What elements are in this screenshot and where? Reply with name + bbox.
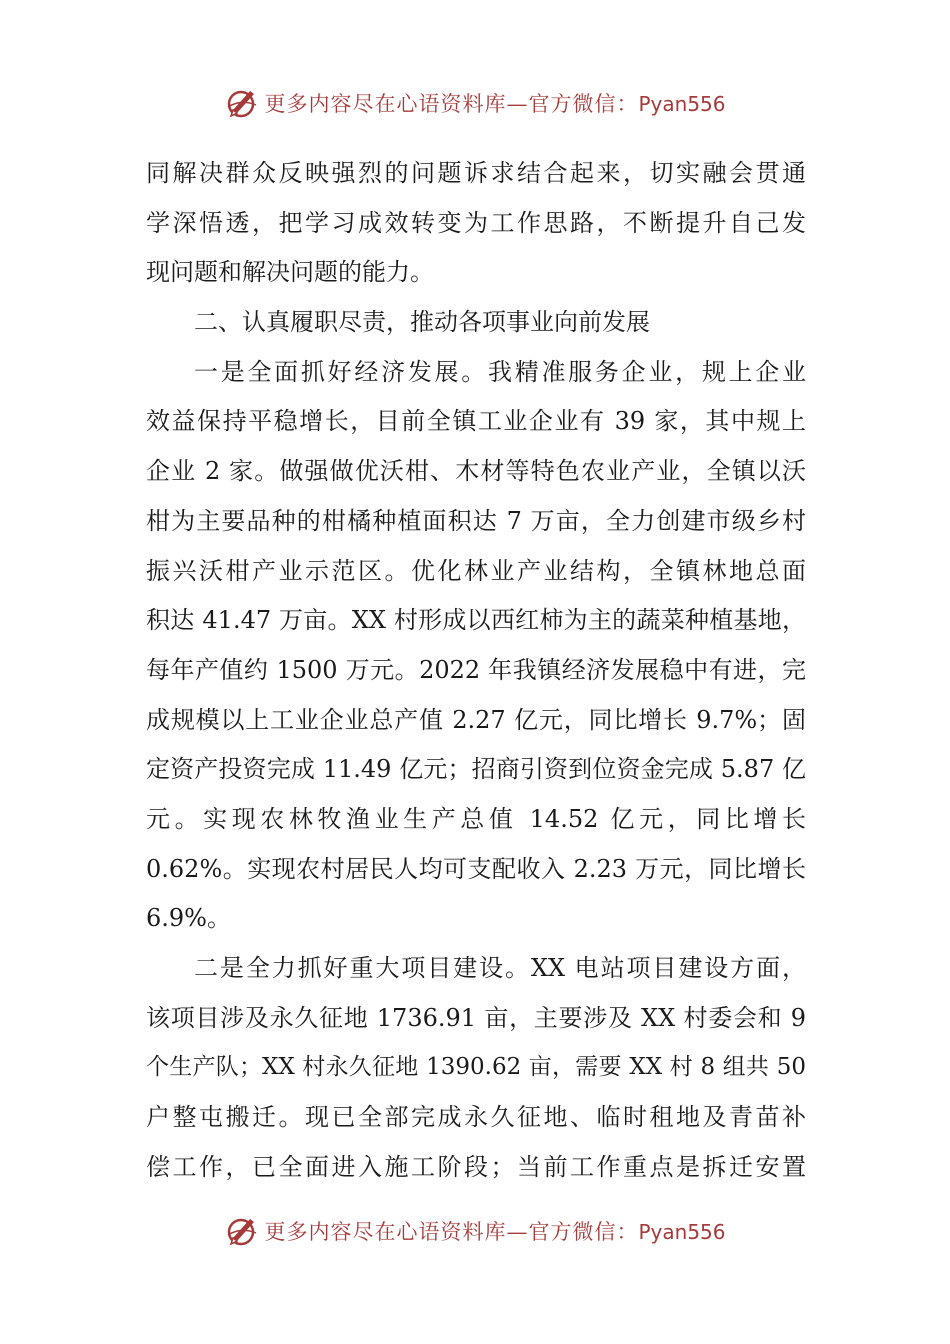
text-line: 个生产队；XX 村永久征地 1390.62 亩，需要 XX 村 8 组共 50 <box>146 1054 806 1081</box>
text-line: 元。实现农林牧渔业生产总值 14.52 亿元，同比增长 <box>146 804 806 833</box>
text-line: 二是全力抓好重大项目建设。XX 电站项目建设方面， <box>194 954 806 982</box>
text-line: 成规模以上工业企业总产值 2.27 亿元，同比增长 9.7%；固 <box>146 705 806 734</box>
watermark-footer <box>0 1211 950 1251</box>
text-line: 企业 2 家。做强做优沃柑、木材等特色农业产业，全镇以沃 <box>146 457 806 486</box>
text-line: 同解决群众反映强烈的问题诉求结合起来，切实融会贯通 <box>146 159 806 187</box>
text-line: 每年产值约 1500 万元。2022 年我镇经济发展稳中有进，完 <box>146 655 806 684</box>
document-body <box>146 149 806 1192</box>
text-line: 6.9%。 <box>146 904 231 933</box>
text-line: 振兴沃柑产业示范区。优化林业产业结构，全镇林地总面 <box>146 556 806 585</box>
text-line: 0.62%。实现农村居民人均可支配收入 2.23 万元，同比增长 <box>146 854 806 883</box>
pen-circle-logo-icon <box>224 1213 260 1249</box>
text-line: 一是全面抓好经济发展。我精准服务企业，规上企业 <box>194 357 806 386</box>
text-line: 积达 41.47 万亩。XX 村形成以西红柿为主的蔬菜种植基地， <box>146 606 806 635</box>
text-line: 二、认真履职尽责，推动各项事业向前发展 <box>194 308 650 337</box>
watermark-text: 更多内容尽在心语资料库—官方微信：Pyan556 <box>264 1220 726 1244</box>
text-line: 户整屯搬迁。现已全部完成永久征地、临时租地及青苗补 <box>146 1103 806 1132</box>
text-line: 学深悟透，把学习成效转变为工作思路，不断提升自己发 <box>146 208 806 237</box>
watermark-header <box>0 83 950 123</box>
text-line: 效益保持平稳增长，目前全镇工业企业有 39 家，其中规上 <box>146 407 806 436</box>
text-line: 现问题和解决问题的能力。 <box>146 258 434 287</box>
text-line: 定资产投资完成 11.49 亿元；招商引资到位资金完成 5.87 亿 <box>146 755 806 784</box>
text-line: 柑为主要品种的柑橘种植面积达 7 万亩，全力创建市级乡村 <box>146 506 806 535</box>
pen-circle-logo-icon <box>224 85 260 121</box>
text-line: 该项目涉及永久征地 1736.91 亩，主要涉及 XX 村委会和 9 <box>146 1003 806 1032</box>
watermark-text: 更多内容尽在心语资料库—官方微信：Pyan556 <box>264 92 726 116</box>
text-line: 偿工作，已全面进入施工阶段；当前工作重点是拆迁安置 <box>146 1152 806 1181</box>
